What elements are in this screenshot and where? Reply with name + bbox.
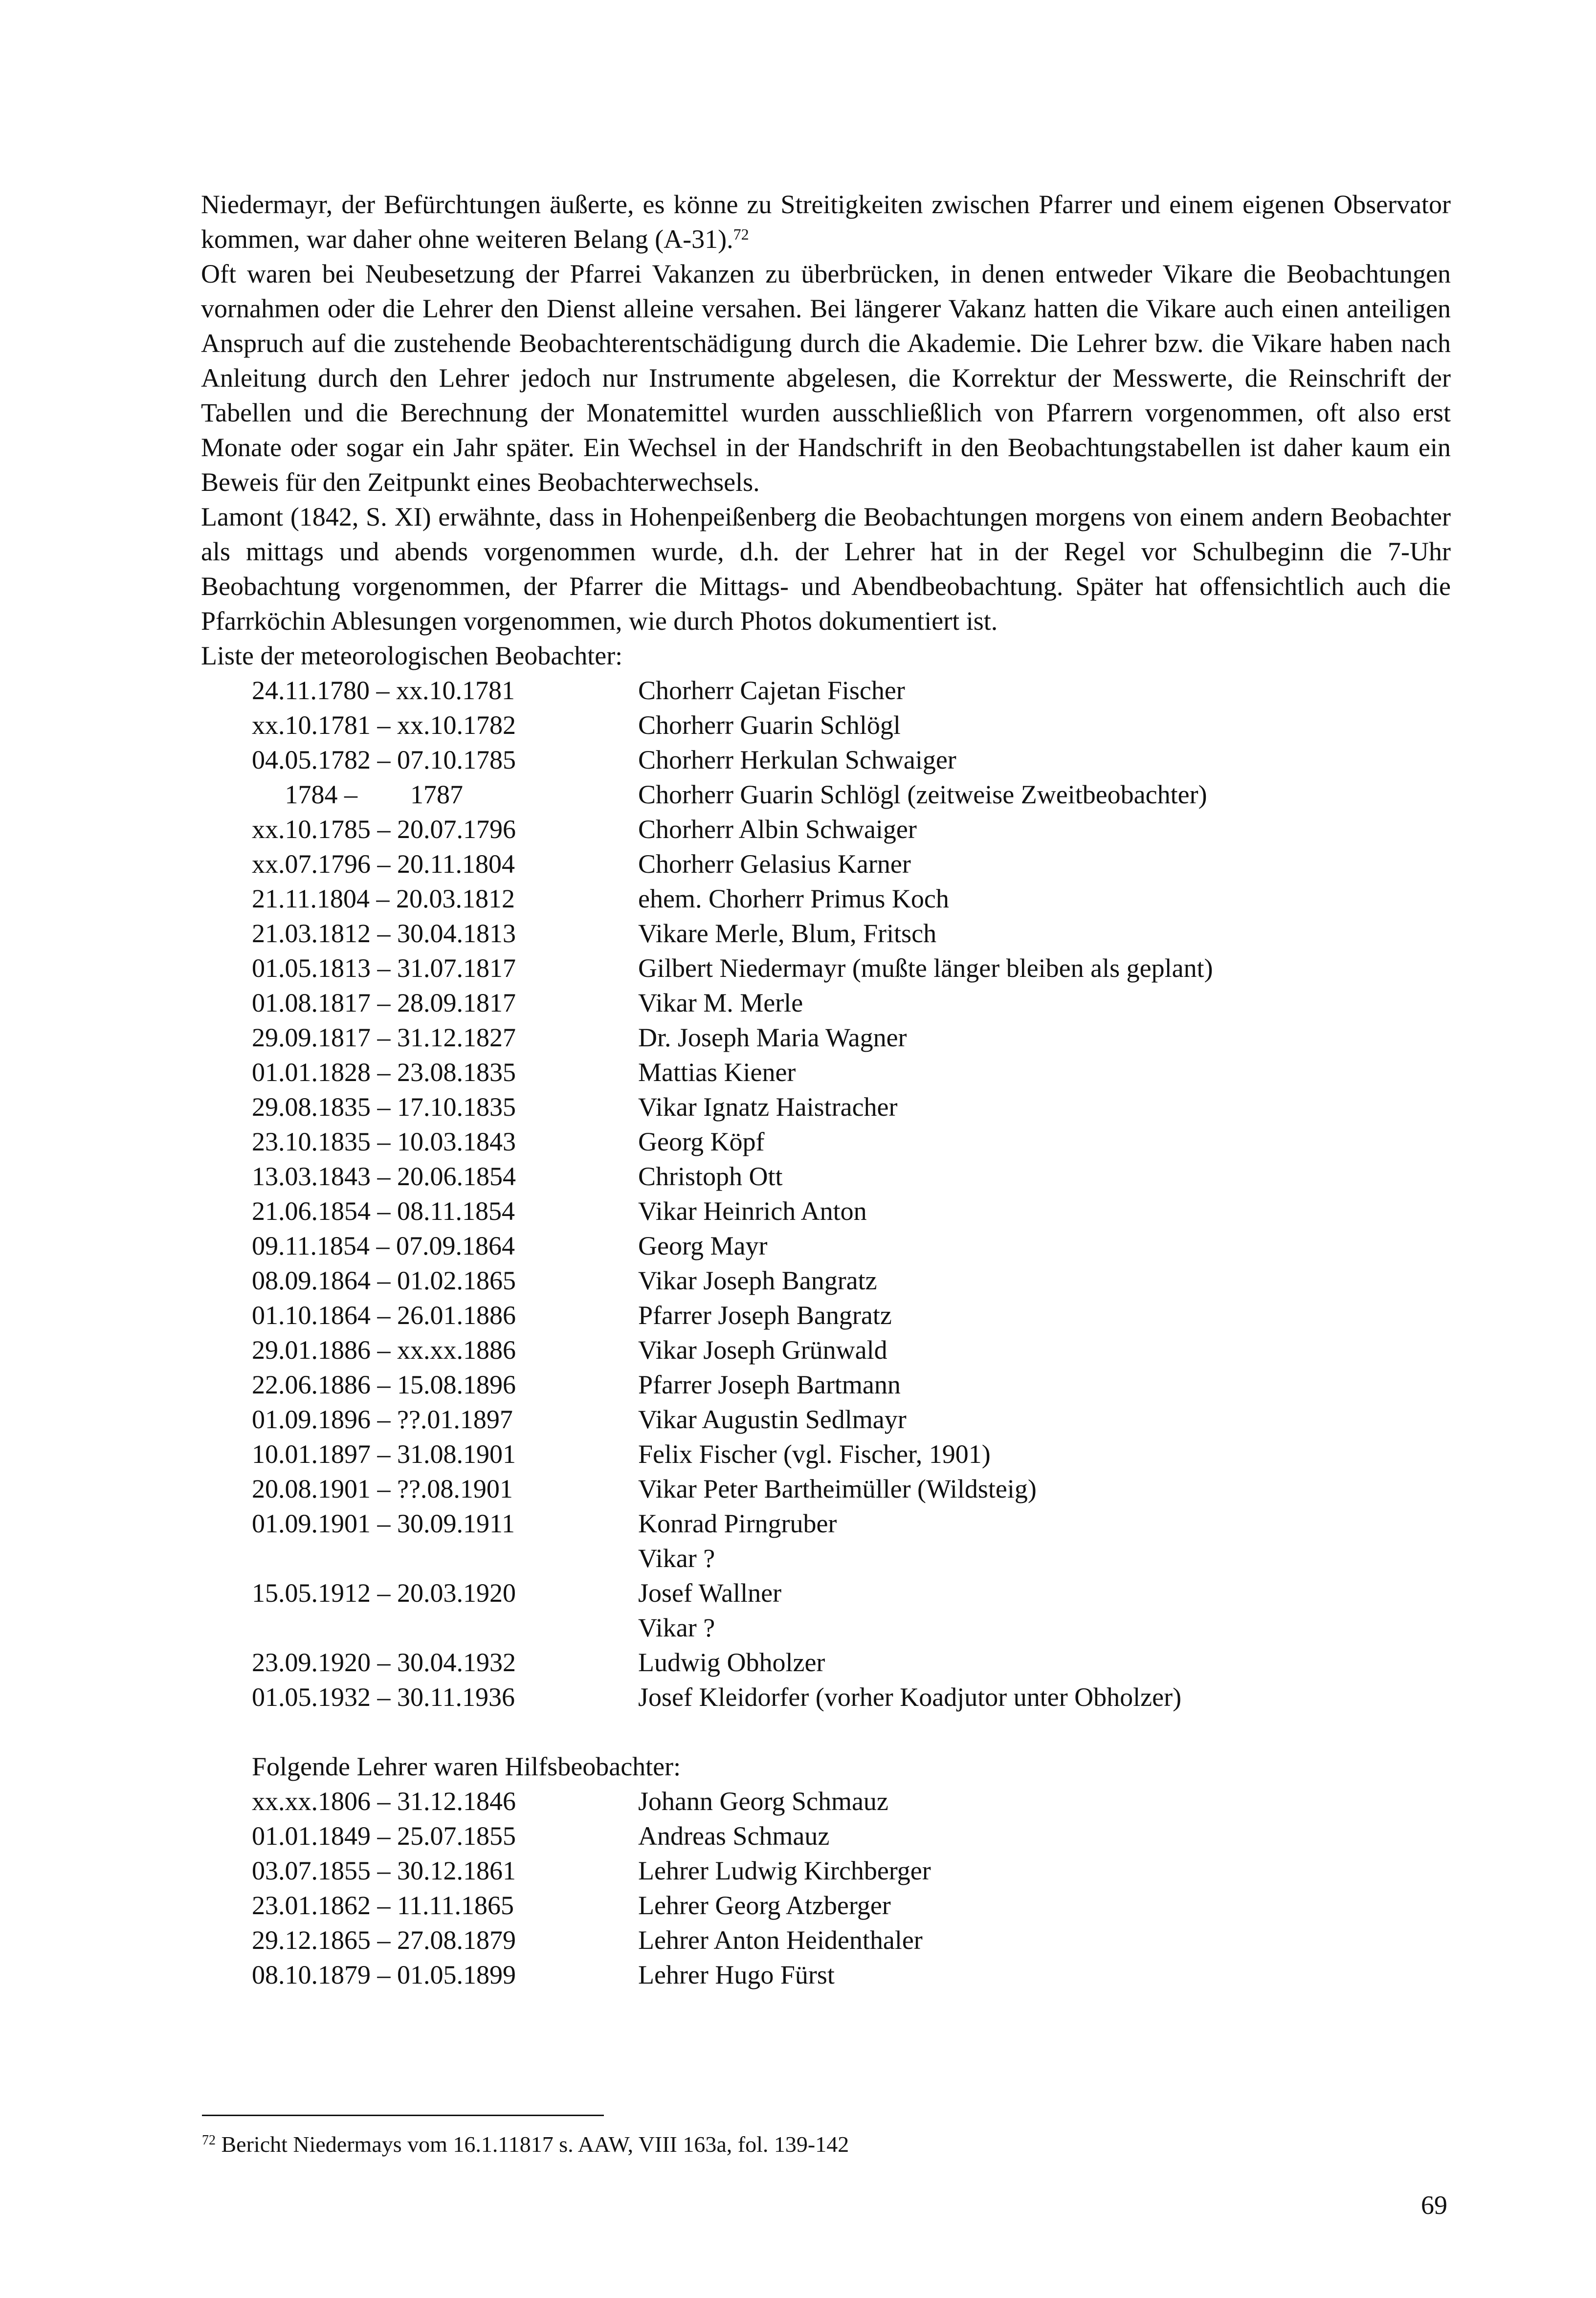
row-dates: 01.10.1864 – 26.01.1886: [252, 1301, 516, 1330]
observers-row: [201, 847, 1451, 882]
footnote-ref: 72: [733, 225, 749, 243]
row-dates: 29.09.1817 – 31.12.1827: [252, 1023, 516, 1052]
row-dates: 15.05.1912 – 20.03.1920: [252, 1578, 516, 1608]
row-dates: 22.06.1886 – 15.08.1896: [252, 1370, 516, 1399]
row-dates: 04.05.1782 – 07.10.1785: [252, 745, 516, 774]
observers-row: [201, 1506, 1451, 1541]
row-dates: 29.12.1865 – 27.08.1879: [252, 1925, 516, 1955]
row-dates: 01.09.1896 – ??.01.1897: [252, 1405, 513, 1434]
row-name: Pfarrer Joseph Bangratz: [638, 1301, 892, 1330]
row-name: Chorherr Albin Schwaiger: [638, 815, 917, 844]
row-name: Ludwig Obholzer: [638, 1648, 825, 1677]
row-name: Vikar Augustin Sedlmayr: [638, 1405, 907, 1434]
paragraph-2: Oft waren bei Neubesetzung der Pfarrei Vakanzen zu überbrücken, in denen entweder Vikare die Beobachtungen vornahmen oder die Lehrer den Dienst alleine versahen. Bei längerer Vakanz hatten die Vikare auch einen anteiligen Anspruch auf die zustehende Beobachterentschädigung durch die Akademie. Die Lehrer bzw. die Vikare haben nach Anleitung durch den Lehrer jedoch nur Instrumente abgelesen, die Korrektur der Messwerte, die Reinschrift der Tabellen und die Berechnung der Monatemittel wurden ausschließlich von Pfarrern vorgenommen, oft also erst Monate oder sogar ein Jahr später. Ein Wechsel in der Handschrift in den Beobachtungstabellen ist daher kaum ein Beweis für den Zeitpunkt eines Beobachterwechsels.: [201, 259, 1451, 497]
row-name: Vikar M. Merle: [638, 988, 803, 1017]
observers-row: [201, 1472, 1451, 1506]
observers-row: [201, 812, 1451, 847]
row-name: Vikar ?: [638, 1544, 715, 1573]
observers-row: [201, 1055, 1451, 1090]
row-dates: 23.09.1920 – 30.04.1932: [252, 1648, 516, 1677]
observers-row: [201, 1541, 1451, 1576]
row-name: Felix Fischer (vgl. Fischer, 1901): [638, 1439, 991, 1469]
row-name: Vikar Heinrich Anton: [638, 1196, 867, 1226]
row-name: Chorherr Gelasius Karner: [638, 849, 911, 879]
row-dates: 23.10.1835 – 10.03.1843: [252, 1127, 516, 1156]
row-name: Lehrer Hugo Fürst: [638, 1960, 835, 1989]
row-name: Dr. Joseph Maria Wagner: [638, 1023, 907, 1052]
paragraph-1: [201, 187, 1451, 257]
row-name: Vikar Joseph Bangratz: [638, 1266, 877, 1295]
row-name: Johann Georg Schmauz: [638, 1787, 888, 1816]
observers-row: [201, 951, 1451, 986]
row-name: Josef Kleidorfer (vorher Koadjutor unter Obholzer): [638, 1682, 1182, 1712]
teachers-row: [201, 1923, 1451, 1958]
row-name: Christoph Ott: [638, 1162, 783, 1191]
row-dates: 01.05.1813 – 31.07.1817: [252, 953, 516, 983]
row-dates: 08.10.1879 – 01.05.1899: [252, 1960, 516, 1989]
footnote-text: Bericht Niedermays vom 16.1.11817 s. AAW, VIII 163a, fol. 139-142: [221, 2132, 849, 2157]
page-number: 69: [1421, 2190, 1447, 2220]
teachers-list: [201, 1784, 1451, 1992]
row-dates: xx.07.1796 – 20.11.1804: [252, 849, 515, 879]
row-dates: 01.01.1828 – 23.08.1835: [252, 1058, 516, 1087]
observers-row: [201, 1437, 1451, 1472]
row-dates: 01.05.1932 – 30.11.1936: [252, 1682, 515, 1712]
row-dates: 24.11.1780 – xx.10.1781: [252, 676, 515, 705]
paragraph-3: Lamont (1842, S. XI) erwähnte, dass in Hohenpeißenberg die Beobachtungen morgens von einem andern Beobachter als mittags und abends vorgenommen wurde, d.h. der Lehrer hat in der Regel vor Schulbeginn die 7-Uhr Beobachtung vorgenommen, der Pfarrer die Mittags- und Abendbeobachtung. Später hat offensichtlich auch die Pfarrköchin Ablesungen vorgenommen, wie durch Photos dokumentiert ist.: [201, 502, 1451, 636]
row-name: Vikar ?: [638, 1613, 715, 1642]
observers-row: [201, 1020, 1451, 1055]
row-dates: 01.08.1817 – 28.09.1817: [252, 988, 516, 1017]
observers-row: [201, 1194, 1451, 1229]
row-name: Vikar Peter Bartheimüller (Wildsteig): [638, 1474, 1037, 1503]
observers-row: [201, 1333, 1451, 1368]
observers-row: [201, 708, 1451, 743]
row-dates: 1784 – 1787: [252, 780, 463, 809]
observers-row: [201, 1229, 1451, 1263]
observers-row: [201, 1576, 1451, 1611]
observers-row: [201, 777, 1451, 812]
teachers-row: [201, 1854, 1451, 1888]
teachers-row: [201, 1888, 1451, 1923]
row-name: ehem. Chorherr Primus Koch: [638, 884, 949, 913]
observers-row: [201, 1125, 1451, 1159]
observers-row: [201, 1159, 1451, 1194]
row-name: Pfarrer Joseph Bartmann: [638, 1370, 901, 1399]
row-dates: xx.10.1781 – xx.10.1782: [252, 710, 516, 740]
footnote-number: 72: [202, 2133, 216, 2148]
row-dates: 10.01.1897 – 31.08.1901: [252, 1439, 516, 1469]
row-dates: 21.03.1812 – 30.04.1813: [252, 919, 516, 948]
row-dates: 20.08.1901 – ??.08.1901: [252, 1474, 513, 1503]
footnote-divider: [202, 2115, 604, 2116]
paragraph-1-text: Niedermayr, der Befürchtungen äußerte, es könne zu Streitigkeiten zwischen Pfarrer und einem eigenen Observator kommen, war daher ohne weiteren Belang (A-31).: [201, 190, 1451, 254]
row-dates: xx.xx.1806 – 31.12.1846: [252, 1787, 516, 1816]
observers-row: [201, 1298, 1451, 1333]
teachers-row: [201, 1958, 1451, 1992]
row-dates: 29.08.1835 – 17.10.1835: [252, 1092, 516, 1122]
row-name: Lehrer Anton Heidenthaler: [638, 1925, 923, 1955]
row-name: Chorherr Cajetan Fischer: [638, 676, 905, 705]
row-name: Josef Wallner: [638, 1578, 782, 1608]
row-dates: [201, 1611, 638, 1645]
observers-row: [201, 916, 1451, 951]
row-dates: 21.11.1804 – 20.03.1812: [252, 884, 515, 913]
observers-row: [201, 1368, 1451, 1402]
observers-row: [201, 1611, 1451, 1645]
row-name: Lehrer Ludwig Kirchberger: [638, 1856, 931, 1885]
row-name: Chorherr Guarin Schlögl: [638, 710, 901, 740]
row-dates: xx.10.1785 – 20.07.1796: [252, 815, 516, 844]
page-body: [201, 187, 1451, 1992]
row-name: Gilbert Niedermayr (mußte länger bleiben als geplant): [638, 953, 1213, 983]
row-name: Vikar Joseph Grünwald: [638, 1335, 887, 1365]
observers-row: [201, 986, 1451, 1020]
row-dates: 29.01.1886 – xx.xx.1886: [252, 1335, 516, 1365]
row-name: Georg Mayr: [638, 1231, 768, 1260]
row-name: Konrad Pirngruber: [638, 1509, 837, 1538]
row-dates: 09.11.1854 – 07.09.1864: [252, 1231, 515, 1260]
row-name: Andreas Schmauz: [638, 1821, 830, 1851]
observers-row: [201, 1680, 1451, 1715]
teachers-row: [201, 1784, 1451, 1819]
teachers-heading: Folgende Lehrer waren Hilfsbeobachter:: [252, 1752, 681, 1781]
row-name: Chorherr Guarin Schlögl (zeitweise Zweitbeobachter): [638, 780, 1207, 809]
row-dates: 01.09.1901 – 30.09.1911: [252, 1509, 515, 1538]
row-name: Vikar Ignatz Haistracher: [638, 1092, 898, 1122]
row-dates: 13.03.1843 – 20.06.1854: [252, 1162, 516, 1191]
teachers-row: [201, 1819, 1451, 1854]
row-dates: 23.01.1862 – 11.11.1865: [252, 1891, 514, 1920]
observers-row: [201, 1090, 1451, 1125]
observers-row: [201, 882, 1451, 916]
row-name: Lehrer Georg Atzberger: [638, 1891, 891, 1920]
observers-row: [201, 1645, 1451, 1680]
observers-list: [201, 673, 1451, 1715]
row-name: Georg Köpf: [638, 1127, 765, 1156]
row-dates: [201, 1541, 638, 1576]
observers-row: [201, 1402, 1451, 1437]
row-dates: 03.07.1855 – 30.12.1861: [252, 1856, 516, 1885]
observers-heading: Liste der meteorologischen Beobachter:: [201, 641, 623, 670]
observers-row: [201, 743, 1451, 777]
row-name: Mattias Kiener: [638, 1058, 796, 1087]
row-name: Vikare Merle, Blum, Fritsch: [638, 919, 937, 948]
row-dates: 21.06.1854 – 08.11.1854: [252, 1196, 515, 1226]
footnote: [202, 2130, 849, 2159]
observers-row: [201, 1263, 1451, 1298]
observers-row: [201, 673, 1451, 708]
row-name: Chorherr Herkulan Schwaiger: [638, 745, 956, 774]
row-dates: 01.01.1849 – 25.07.1855: [252, 1821, 516, 1851]
row-dates: 08.09.1864 – 01.02.1865: [252, 1266, 516, 1295]
